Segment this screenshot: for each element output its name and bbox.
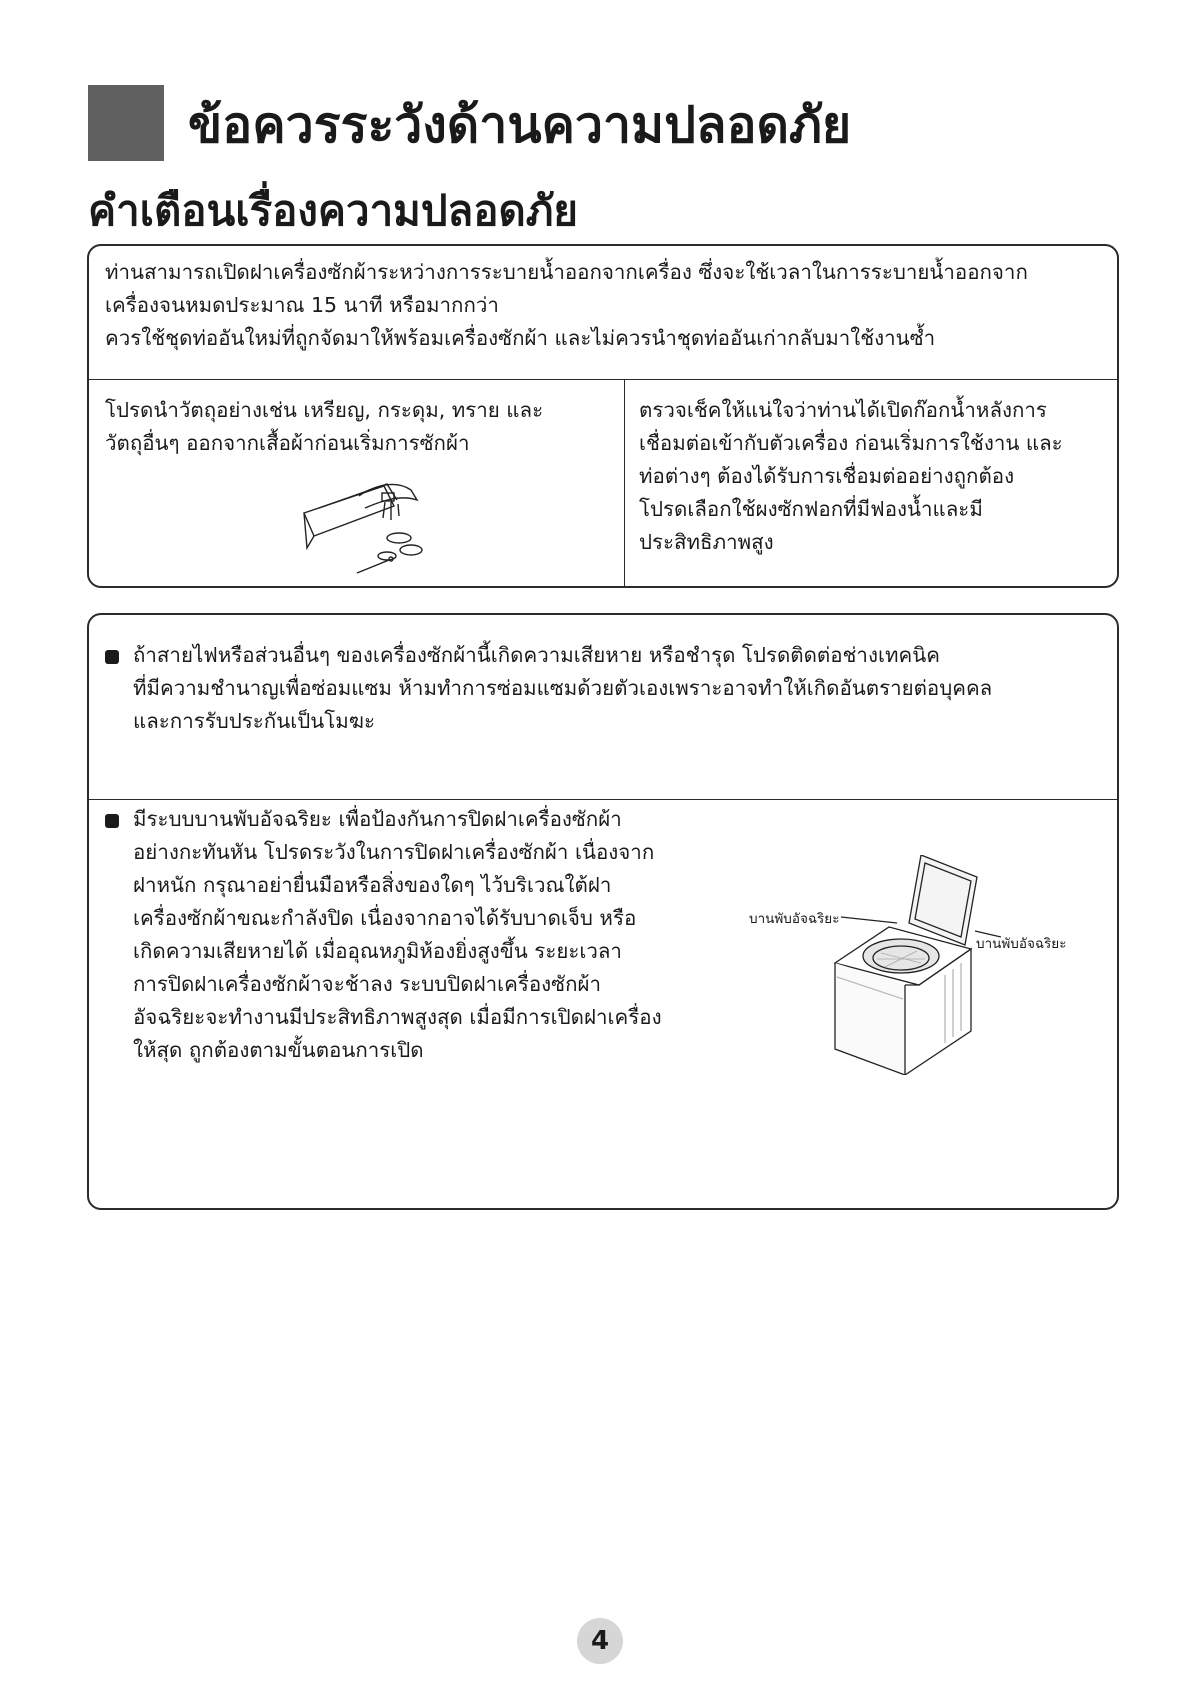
text-line: เชื่อมต่อเข้ากับตัวเครื่อง ก่อนเริ่มการใช้งาน และ: [639, 431, 1063, 455]
text-line: มีระบบบานพับอัจฉริยะ เพื่อป้องกันการปิดฝาเครื่องซักผ้า: [133, 807, 622, 831]
horizontal-divider: [89, 379, 1117, 380]
text-line: อัจฉริยะจะทำงานมีประสิทธิภาพสูงสุด เมื่อมีการเปิดฝาเครื่อง: [133, 1005, 662, 1029]
text-line: โปรดเลือกใช้ผงซักฟอกที่มีฟองน้ำและมี: [639, 497, 983, 521]
bullet-square-icon: [105, 650, 119, 664]
text-line: ฝาหนัก กรุณาอย่ายื่นมือหรือสิ่งของใดๆ ไว้บริเวณใต้ฝา: [133, 873, 612, 897]
repair-warning: [133, 639, 992, 738]
text-line: วัตถุอื่นๆ ออกจากเสื้อผ้าก่อนเริ่มการซักผ้า: [105, 431, 470, 455]
safety-box-1: [87, 244, 1119, 588]
text-line: การปิดฝาเครื่องซักผ้าจะช้าลง ระบบปิดฝาเครื่องซักผ้า: [133, 972, 602, 996]
safety-box-2: [87, 613, 1119, 1210]
text-line: เครื่องซักผ้าขณะกำลังปิด เนื่องจากอาจได้รับบาดเจ็บ หรือ: [133, 906, 637, 930]
text-line: เกิดความเสียหายได้ เมื่ออุณหภูมิห้องยิ่งสูงขึ้น ระยะเวลา: [133, 939, 622, 963]
text-line: โปรดนำวัตถุอย่างเช่น เหรียญ, กระดุม, ทราย และ: [105, 398, 544, 422]
drain-and-hose-notice: [105, 256, 1028, 355]
horizontal-divider: [89, 799, 1117, 800]
text-line: ท่านสามารถเปิดฝาเครื่องซักผ้าระหว่างการระบายน้ำออกจากเครื่อง ซึ่งจะใช้เวลาในการระบายน้ำออกจาก: [105, 260, 1028, 284]
text-line: ควรใช้ชุดท่ออันใหม่ที่ถูกจัดมาให้พร้อมเครื่องซักผ้า และไม่ควรนำชุดท่ออันเก่ากลับมาใช้งานซ้ำ: [105, 326, 936, 350]
text-line: ที่มีความชำนาญเพื่อซ่อมแซม ห้ามทำการซ่อมแซมด้วยตัวเองเพราะอาจทำให้เกิดอันตรายต่อบุคคล: [133, 676, 993, 700]
text-line: ประสิทธิภาพสูง: [639, 530, 774, 554]
text-line: ให้สุด ถูกต้องตามขั้นตอนการเปิด: [133, 1038, 424, 1062]
text-line: เครื่องจนหมดประมาณ 15 นาที หรือมากกว่า: [105, 293, 499, 317]
bullet-square-icon: [105, 814, 119, 828]
smart-hinge-notice: [133, 803, 662, 1067]
page-title: ข้อควรระวังด้านความปลอดภัย: [188, 96, 852, 154]
text-line: และการรับประกันเป็นโมฆะ: [133, 709, 375, 733]
vertical-divider: [624, 379, 625, 586]
coins-and-pocket-illustration: [299, 478, 439, 578]
text-line: ถ้าสายไฟหรือส่วนอื่นๆ ของเครื่องซักผ้านี้เกิดความเสียหาย หรือชำรุด โปรดติดต่อช่างเทคนิค: [133, 643, 940, 667]
text-line: อย่างกะทันหัน โปรดระวังในการปิดฝาเครื่องซักผ้า เนื่องจาก: [133, 840, 655, 864]
water-and-detergent-notice: [639, 394, 1063, 559]
page-number: 4: [577, 1618, 623, 1664]
title-square-marker: [88, 85, 164, 161]
page-subtitle: คำเตือนเรื่องความปลอดภัย: [88, 186, 579, 235]
text-line: ท่อต่างๆ ต้องได้รับการเชื่อมต่ออย่างถูกต้อง: [639, 464, 1015, 488]
text-line: ตรวจเช็คให้แน่ใจว่าท่านได้เปิดก๊อกน้ำหลังการ: [639, 398, 1047, 422]
smart-hinge-callout-right: บานพับอัจฉริยะ: [976, 936, 1067, 952]
washing-machine-illustration: [749, 855, 1049, 1075]
smart-hinge-callout-left: บานพับอัจฉริยะ: [749, 911, 840, 927]
remove-objects-notice: [105, 394, 543, 460]
